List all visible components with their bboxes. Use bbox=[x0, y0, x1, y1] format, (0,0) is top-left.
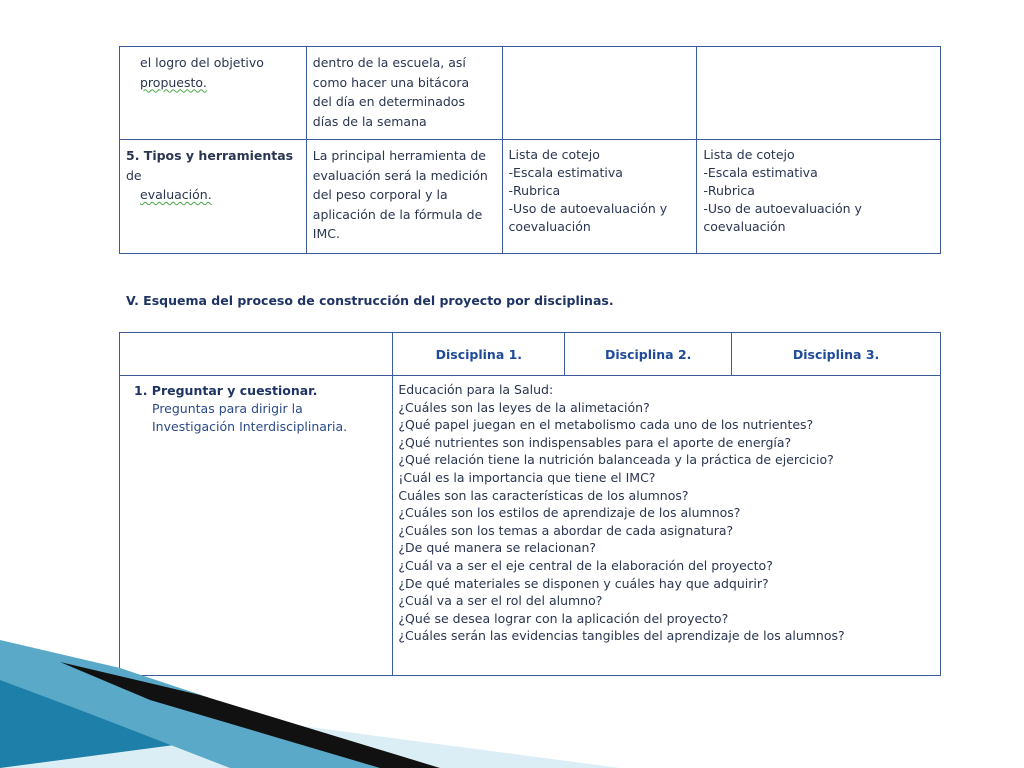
table-cell bbox=[697, 47, 941, 140]
list-item: ¿Cuáles son las leyes de la alimetación? bbox=[398, 399, 650, 415]
cell-line: propuesto. bbox=[140, 74, 207, 90]
table-cell bbox=[120, 140, 307, 254]
list-item: ¿Qué nutrientes son indispensables para el aporte de energía? bbox=[398, 434, 792, 450]
step-subtitle-line: Preguntas para dirigir la bbox=[152, 401, 303, 416]
table-cell bbox=[393, 376, 941, 676]
table-row bbox=[120, 376, 941, 676]
cell-line: del peso corporal y la bbox=[312, 187, 448, 202]
list-item: ¿Qué papel juegan en el metabolismo cada uno de los nutrientes? bbox=[398, 417, 814, 433]
cell-line: evaluación. bbox=[140, 187, 212, 202]
list-item: ¿Qué se desea lograr con la aplicación del proyecto? bbox=[398, 610, 729, 626]
cell-line: -Rubrica bbox=[703, 183, 755, 198]
cell-line: días de la semana bbox=[312, 113, 427, 129]
cell-line: el logro del objetivo bbox=[140, 55, 264, 70]
step-subtitle-line: Investigación Interdisciplinaria. bbox=[152, 419, 348, 434]
table-cell bbox=[120, 376, 393, 676]
table-cell bbox=[120, 47, 307, 140]
cell-line: aplicación de la fórmula de bbox=[312, 206, 483, 222]
cell-line: -Uso de autoevaluación y bbox=[703, 201, 862, 216]
header-disciplina-3: Disciplina 3. bbox=[732, 333, 941, 376]
section-heading: V. Esquema del proceso de construcción del proyecto por disciplinas. bbox=[126, 293, 614, 308]
cell-line: coevaluación bbox=[703, 219, 786, 234]
list-item: ¿Cuál va a ser el eje central de la elaboración del proyecto? bbox=[398, 557, 773, 573]
corner-decoration bbox=[0, 640, 620, 768]
disciplines-table bbox=[119, 332, 941, 676]
cell-line: IMC. bbox=[312, 226, 340, 241]
header-disciplina-1: Disciplina 1. bbox=[393, 333, 565, 376]
table-row bbox=[120, 47, 941, 140]
list-item: ¿Qué relación tiene la nutrición balanceada y la práctica de ejercicio? bbox=[398, 452, 834, 468]
table-cell bbox=[306, 140, 502, 254]
table-cell bbox=[306, 47, 502, 140]
list-item: ¡Cuál es la importancia que tiene el IMC? bbox=[398, 469, 656, 485]
cell-line: del día en determinados bbox=[312, 94, 465, 109]
cell-line: Lista de cotejo bbox=[508, 147, 600, 162]
cell-line: -Escala estimativa bbox=[508, 165, 623, 180]
cell-line: -Escala estimativa bbox=[703, 165, 818, 180]
question-list bbox=[393, 376, 940, 645]
list-item: Cuáles son las características de los alumnos? bbox=[398, 487, 689, 503]
list-item: ¿De qué manera se relacionan? bbox=[398, 540, 597, 556]
table-header-row bbox=[120, 333, 941, 376]
table-row bbox=[120, 140, 941, 254]
cell-line: -Uso de autoevaluación y bbox=[508, 201, 668, 216]
table-cell bbox=[697, 140, 941, 254]
list-item: ¿Cuáles son los estilos de aprendizaje de los alumnos? bbox=[398, 505, 741, 521]
list-item: ¿Cuál va a ser el rol del alumno? bbox=[398, 593, 603, 609]
list-item: ¿Cuáles son los temas a abordar de cada asignatura? bbox=[398, 522, 734, 538]
cell-line: evaluación será la medición bbox=[312, 167, 488, 183]
cell-bold-text: 5. Tipos y herramientas bbox=[126, 148, 294, 163]
cell-line: -Rubrica bbox=[508, 183, 561, 198]
step-title: 1. Preguntar y cuestionar. bbox=[134, 383, 318, 398]
cell-line: La principal herramienta de bbox=[312, 148, 487, 163]
evaluation-table bbox=[119, 46, 941, 254]
list-item: Educación para la Salud: bbox=[398, 382, 554, 397]
cell-line: como hacer una bitácora bbox=[312, 74, 470, 90]
table-cell bbox=[502, 47, 697, 140]
list-item: ¿De qué materiales se disponen y cuáles hay que adquirir? bbox=[398, 575, 769, 591]
table-cell bbox=[502, 140, 697, 254]
list-item: ¿Cuáles serán las evidencias tangibles del aprendizaje de los alumnos? bbox=[398, 628, 845, 644]
cell-line: Lista de cotejo bbox=[703, 147, 795, 162]
header-disciplina-2: Disciplina 2. bbox=[565, 333, 732, 376]
cell-line: dentro de la escuela, así bbox=[312, 55, 466, 70]
header-empty bbox=[120, 333, 393, 376]
cell-line: coevaluación bbox=[508, 219, 591, 234]
cell-text: de bbox=[126, 167, 142, 183]
